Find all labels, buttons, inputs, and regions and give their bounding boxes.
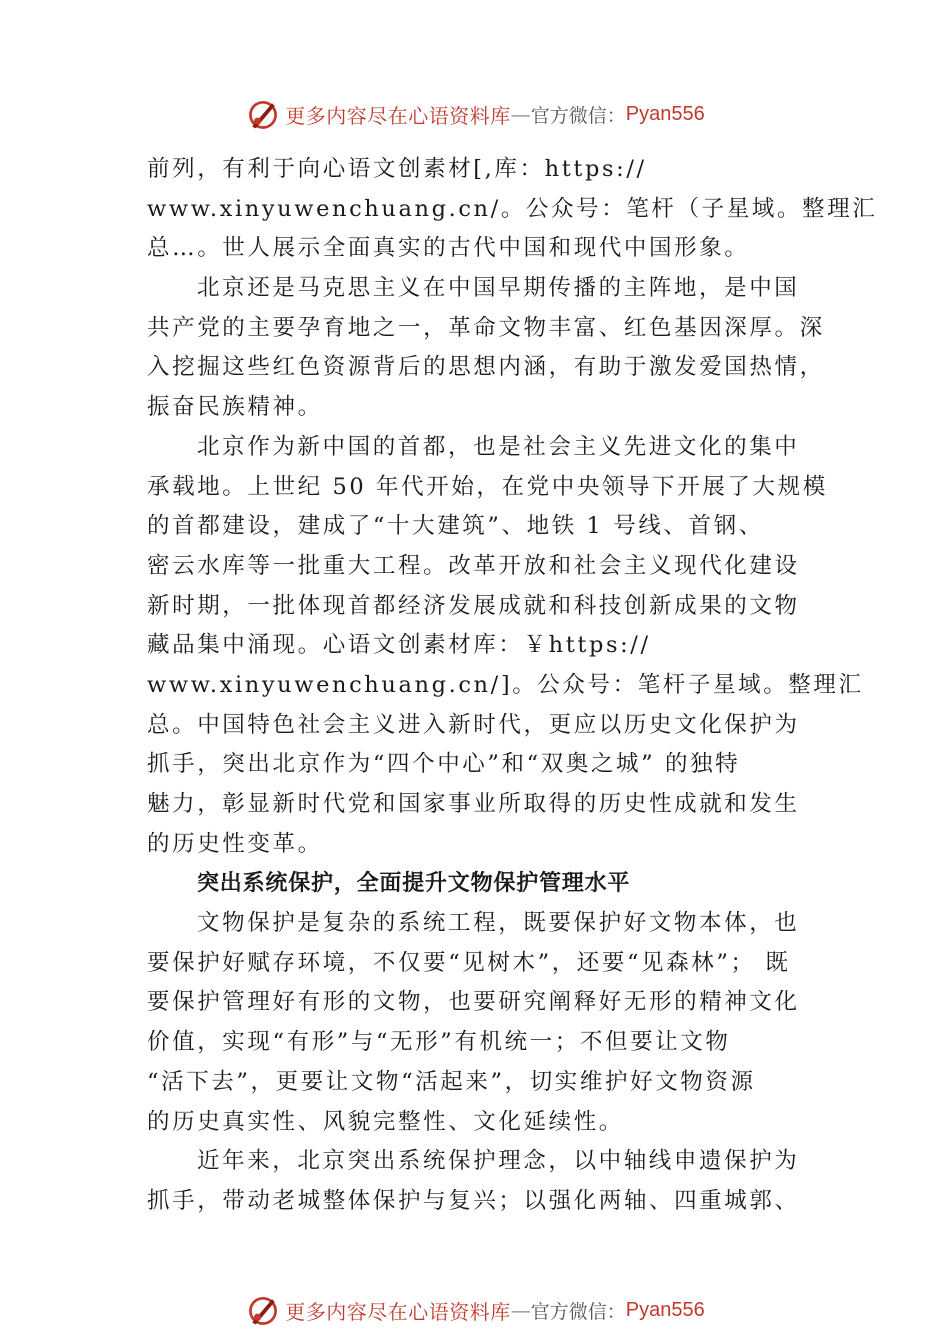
text-line: 的首都建设，建成了“十大建筑”、地铁 1 号线、首钢、 bbox=[147, 513, 764, 540]
banner-main-text: 更多内容尽在心语资料库 bbox=[285, 1299, 511, 1324]
text-line: 总…。世人展示全面真实的古代中国和现代中国形象。 bbox=[147, 235, 750, 262]
text-line: 密云水库等一批重大工程。改革开放和社会主义现代化建设 bbox=[147, 552, 800, 579]
text-line: 藏品集中涌现。心语文创素材库：￥https:// bbox=[147, 632, 651, 659]
text-line: 近年来，北京突出系统保护理念，以中轴线申遗保护为 bbox=[197, 1148, 800, 1175]
text-line: 承载地。上世纪 50 年代开始，在党中央领导下开展了大规模 bbox=[147, 473, 828, 500]
banner-wechat-id: Pyan556 bbox=[625, 1298, 705, 1321]
banner-wechat-label: 官方微信： bbox=[530, 104, 626, 127]
text-line: 抓手，带动老城整体保护与复兴；以强化两轴、四重城郭、 bbox=[147, 1187, 800, 1214]
header-banner bbox=[0, 94, 950, 134]
document-body bbox=[147, 150, 878, 1222]
text-line: www.xinyuwenchuang.cn/]。公众号：笔杆子星域。整理汇 bbox=[147, 671, 864, 698]
text-line: 要保护管理好有形的文物，也要研究阐释好无形的精神文化 bbox=[147, 989, 800, 1016]
text-line: 入挖掘这些红色资源背后的思想内涵，有助于激发爱国热情， bbox=[147, 354, 825, 381]
banner-wechat-id: Pyan556 bbox=[625, 102, 705, 125]
text-line: 新时期，一批体现首都经济发展成就和科技创新成果的文物 bbox=[147, 592, 800, 619]
brush-logo-icon bbox=[245, 1292, 281, 1328]
text-line: 前列，有利于向心语文创素材[,库：https:// bbox=[147, 156, 647, 182]
text-line: 振奋民族精神。 bbox=[147, 394, 323, 421]
text-line: 共产党的主要孕育地之一，革命文物丰富、红色基因深厚。深 bbox=[147, 314, 825, 341]
banner-separator: — bbox=[510, 1298, 531, 1322]
banner-main-text: 更多内容尽在心语资料库 bbox=[285, 103, 511, 128]
text-line: 北京作为新中国的首都，也是社会主义先进文化的集中 bbox=[197, 433, 800, 460]
text-line: 要保护好赋存环境，不仅要“见树木”，还要“见森林”； 既 bbox=[147, 949, 791, 976]
text-line: www.xinyuwenchuang.cn/。公众号：笔杆（子星域。整理汇 bbox=[147, 195, 878, 222]
banner-separator: — bbox=[510, 102, 531, 126]
footer-banner bbox=[0, 1290, 950, 1330]
banner-wechat-label: 官方微信： bbox=[530, 1300, 626, 1323]
text-line: 文物保护是复杂的系统工程，既要保护好文物本体，也 bbox=[197, 910, 800, 937]
section-heading: 突出系统保护，全面提升文物保护管理水平 bbox=[197, 871, 631, 897]
text-line: 总。中国特色社会主义进入新时代，更应以历史文化保护为 bbox=[147, 711, 800, 738]
text-line: “活下去”，更要让文物“活起来”，切实维护好文物资源 bbox=[147, 1068, 756, 1095]
text-line: 价值，实现“有形”与“无形”有机统一；不但要让文物 bbox=[147, 1029, 731, 1056]
brush-logo-icon bbox=[245, 96, 281, 132]
text-line: 北京还是马克思主义在中国早期传播的主阵地，是中国 bbox=[197, 275, 800, 302]
text-line: 魅力，彰显新时代党和国家事业所取得的历史性成就和发生 bbox=[147, 791, 800, 817]
text-line: 抓手，突出北京作为“四个中心”和“双奥之城” 的独特 bbox=[147, 751, 741, 778]
text-line: 的历史性变革。 bbox=[147, 830, 323, 857]
text-line: 的历史真实性、风貌完整性、文化延续性。 bbox=[147, 1108, 624, 1135]
